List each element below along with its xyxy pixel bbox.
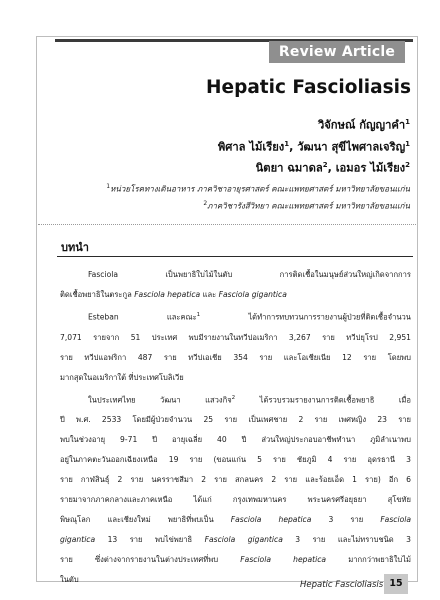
author-name: วิจักษณ์ กัญญาคำ (317, 118, 406, 132)
text-run: ราย ซึ่งต่างจากรายงานในต่างประเทศที่พบ (60, 555, 241, 565)
body-line: Fasciola เป็นพยาธิใบไม้ในตับ การติดเชื้อในมนุษย์ส่วนใหญ่เกิดจากการ (88, 270, 411, 279)
species-name: Fasciola (380, 515, 411, 525)
body-line: ราย ทวีปแอฟริกา 487 ราย ทวีปเอเชีย 354 ราย และโอเชียเนีย 12 ราย โดยพบ (60, 352, 411, 362)
body-line (60, 550, 411, 570)
body-line: รายมาจากภาคกลางและภาคเหนือ ได้แก่ กรุงเทพมหานคร พระนครศรีอยุธยา สุโขทัย (60, 495, 411, 505)
running-footer: Hepatic Fascioliasis (300, 580, 384, 590)
reference-mark: 1 (196, 312, 201, 318)
author-name: , วัฒนา สุขีไพศาลเจริญ (289, 140, 406, 154)
author-affiliation-mark: 1 (405, 139, 410, 148)
text-run: Esteban และคณะ (88, 312, 197, 322)
section-heading: บทนำ (61, 241, 89, 254)
text-run: ได้ทำการทบทวนการรายงานผู้ป่วยที่ติดเชื้อจำนวน (200, 312, 411, 322)
author-line-1 (80, 113, 410, 135)
species-name: Fasciola gigantica (218, 290, 287, 299)
article-title: Hepatic Fascioliasis (206, 77, 411, 98)
author-list (80, 113, 410, 178)
text-run: 3 ราย (311, 515, 381, 525)
text-run: มากกว่าพยาธิใบไม้ (326, 555, 411, 565)
species-name: Fasciola gigantica (204, 535, 283, 545)
dotted-divider (38, 224, 416, 225)
body-line (60, 530, 411, 550)
author-affiliation-mark: 2 (405, 161, 410, 170)
author-name: พิศาล ไม้เรียง (217, 140, 285, 154)
body-line: มากสุดในอเมริกาใต้ ที่ประเทศโบลิเวีย (60, 372, 184, 382)
author-affiliation-mark: 1 (405, 118, 410, 126)
species-name: gigantica (60, 535, 96, 545)
author-name: , เอมอร ไม้เรียง (327, 162, 406, 176)
text-run: และ (200, 290, 219, 299)
affiliation-text: หน่วยโรคทางเดินอาหาร ภาควิชาอายุรศาสตร์ คณะแพทยศาสตร์ มหาวิทยาลัยขอนแก่น (110, 184, 410, 194)
affiliation-mark: 2 (203, 199, 208, 207)
affiliation-mark: 1 (106, 183, 111, 190)
body-line (60, 285, 411, 305)
article-body (60, 265, 411, 590)
body-line: ในตับ (60, 575, 79, 585)
text-run: 13 ราย พบไข่พยาธิ (95, 535, 205, 545)
text-run: 3 ราย และไม่ทราบชนิด 3 (282, 535, 411, 545)
reference-mark: 2 (231, 394, 236, 401)
affiliation-2 (50, 197, 410, 214)
text-run: ในประเทศไทย วัฒนา แสวงกิจ (88, 395, 232, 405)
author-line-2 (80, 135, 410, 157)
article-type-banner: Review Article (269, 41, 405, 63)
text-run: ติดเชื้อพยาธิในตระกูล (60, 290, 135, 299)
body-line: พบในช่วงอายุ 9-71 ปี อายุเฉลี่ย 40 ปี ส่วนใหญ่ประกอบอาชีพทำนา ภูมิลำเนาพบ (60, 435, 411, 445)
species-name: Fasciola hepatica (134, 290, 201, 299)
body-line: อยู่ในภาคตะวันออกเฉียงเหนือ 19 ราย (ขอนแก่น 5 ราย ชัยภูมิ 4 ราย อุดรธานี 3 (60, 455, 411, 465)
body-line (60, 510, 411, 530)
affiliation-text: ภาควิชารังสีวิทยา คณะแพทยศาสตร์ มหาวิทยาลัยขอนแก่น (207, 201, 410, 211)
body-line: ปี พ.ศ. 2533 โดยมีผู้ป่วยจำนวน 25 ราย เป็นเพศชาย 2 ราย เพศหญิง 23 ราย (60, 415, 411, 425)
body-line (60, 305, 411, 328)
author-name: นิตยา ฉมาดล (255, 162, 323, 176)
species-name: Fasciola hepatica (240, 555, 327, 565)
author-affiliation-mark: 2 (322, 161, 328, 170)
author-line-3 (80, 156, 410, 178)
author-affiliation-mark: 1 (284, 139, 290, 148)
body-line (60, 388, 411, 411)
affiliation-list (50, 180, 410, 213)
page-number: 15 (384, 574, 408, 594)
body-line: 7,071 รายจาก 51 ประเทศ พบมีรายงานในทวีปอเมริกา 3,267 ราย ทวีปยุโรป 2,951 (60, 332, 411, 342)
affiliation-1 (50, 180, 410, 197)
text-run: พิษณุโลก และเชียงใหม่ พยาธิที่พบเป็น (60, 515, 231, 525)
text-run: ได้รวบรวมรายงานการติดเชื้อพยาธิ เมื่อ (235, 395, 411, 405)
section-rule (57, 256, 413, 257)
body-line: ราย กาฬสินธุ์ 2 ราย นครราชสีมา 2 ราย สกลนคร 2 ราย และร้อยเอ็ด 1 ราย) อีก 6 (60, 475, 411, 485)
species-name: Fasciola hepatica (230, 515, 312, 525)
